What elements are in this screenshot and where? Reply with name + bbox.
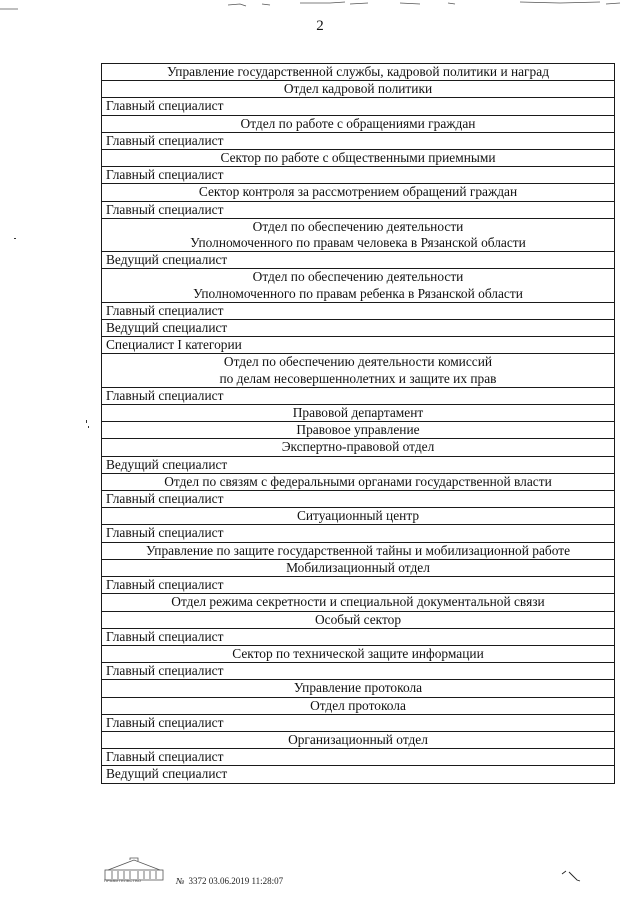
cell-text: Главный специалист (106, 525, 224, 541)
unit-name-cell (102, 611, 615, 628)
table-row (102, 663, 615, 680)
signature-mark (560, 866, 582, 882)
cell-text: Уполномоченного по правам человека в Рязанской области (190, 235, 526, 251)
cell-text: Главный специалист (106, 98, 224, 114)
position-cell (102, 525, 615, 542)
cell-text: Главный специалист (106, 577, 224, 593)
cell-text: Правовой департамент (292, 405, 424, 421)
cell-text: Главный специалист (106, 663, 224, 679)
table-row (102, 680, 615, 697)
unit-name-cell (102, 64, 615, 81)
cell-text: Организационный отдел (288, 731, 428, 747)
table-row (102, 269, 615, 302)
cell-text: по делам несовершеннолетних и защите их прав (219, 370, 497, 386)
cell-text: Отдел кадровой политики (283, 81, 433, 97)
unit-name-cell (102, 218, 615, 251)
cell-text: Отдел протокола (310, 697, 406, 713)
table-row (102, 439, 615, 456)
cell-text: Отдел режима секретности и специальной документальной связи (171, 594, 545, 610)
cell-text: Главный специалист (106, 628, 224, 644)
cell-text: Правовое управление (296, 422, 420, 438)
scan-noise-marks (0, 0, 640, 14)
cell-text: Главный специалист (106, 749, 224, 765)
cell-text: Особый сектор (314, 611, 402, 627)
table-row (102, 473, 615, 490)
registration-number-and-date: 3372 03.06.2019 11:28:07 (188, 876, 284, 886)
unit-name-cell (102, 405, 615, 422)
cell-text: Сектор контроля за рассмотрением обращений граждан (198, 184, 518, 200)
cell-text: Главный специалист (106, 714, 224, 730)
table-row (102, 422, 615, 439)
unit-name-cell (102, 542, 615, 559)
cell-text: Мобилизационный отдел (286, 559, 430, 575)
table-row (102, 749, 615, 766)
unit-name-cell (102, 150, 615, 167)
table-row (102, 714, 615, 731)
table-row (102, 98, 615, 115)
registration-info (176, 876, 283, 886)
position-cell (102, 320, 615, 337)
table-row (102, 302, 615, 319)
table-row (102, 559, 615, 576)
table-row (102, 184, 615, 201)
position-cell (102, 132, 615, 149)
cell-text: Главный специалист (106, 132, 224, 148)
stamp-label: ПРАВИТЕЛЬСТВО (104, 878, 142, 883)
unit-name-cell (102, 594, 615, 611)
unit-name-cell (102, 680, 615, 697)
cell-text: Главный специалист (106, 201, 224, 217)
cell-text: Главный специалист (106, 491, 224, 507)
cell-text: Специалист I категории (106, 337, 242, 353)
table-row (102, 628, 615, 645)
cell-text: Управление протокола (293, 680, 423, 696)
position-cell (102, 302, 615, 319)
unit-name-cell (102, 184, 615, 201)
table-row (102, 218, 615, 251)
table-row (102, 337, 615, 354)
table-row (102, 525, 615, 542)
table-row (102, 508, 615, 525)
page-number: 2 (316, 18, 324, 34)
unit-name-cell (102, 559, 615, 576)
position-cell (102, 337, 615, 354)
scan-margin-mark (86, 420, 87, 423)
table-row (102, 201, 615, 218)
cell-text: Главный специалист (106, 387, 224, 403)
cell-text: Отдел по обеспечению деятельности комиссий (223, 354, 493, 370)
unit-name-cell (102, 731, 615, 748)
cell-text: Главный специалист (106, 302, 224, 318)
position-cell (102, 201, 615, 218)
unit-name-cell (102, 354, 615, 387)
unit-name-cell (102, 115, 615, 132)
registration-number-sign: № (176, 876, 185, 886)
cell-text: Управление государственной службы, кадровой политики и наград (166, 64, 550, 79)
cell-text: Экспертно-правовой отдел (281, 439, 435, 455)
position-cell (102, 167, 615, 184)
table-row (102, 81, 615, 98)
table-row (102, 594, 615, 611)
table-row (102, 64, 615, 81)
cell-text: Ведущий специалист (106, 320, 228, 336)
table-row (102, 766, 615, 783)
table-row (102, 697, 615, 714)
table-row (102, 354, 615, 387)
cell-text: Ситуационный центр (296, 508, 420, 524)
table-row (102, 132, 615, 149)
position-cell (102, 766, 615, 783)
position-cell (102, 749, 615, 766)
cell-text: Управление по защите государственной тайны и мобилизационной работе (145, 542, 571, 558)
positions-table (101, 63, 615, 784)
unit-name-cell (102, 422, 615, 439)
scan-margin-mark (88, 426, 89, 428)
unit-name-cell (102, 269, 615, 302)
position-cell (102, 252, 615, 269)
table-row (102, 167, 615, 184)
unit-name-cell (102, 439, 615, 456)
cell-text: Главный специалист (106, 167, 224, 183)
table-row (102, 611, 615, 628)
table-row (102, 456, 615, 473)
unit-name-cell (102, 473, 615, 490)
cell-text: Отдел по обеспечению деятельности (252, 218, 464, 234)
position-cell (102, 714, 615, 731)
cell-text: Ведущий специалист (106, 456, 228, 472)
position-cell (102, 577, 615, 594)
table-row (102, 387, 615, 404)
position-cell (102, 628, 615, 645)
table-row (102, 577, 615, 594)
table-row (102, 491, 615, 508)
scan-margin-mark (14, 238, 16, 239)
position-cell (102, 98, 615, 115)
table-row (102, 405, 615, 422)
table-row (102, 252, 615, 269)
position-cell (102, 456, 615, 473)
position-cell (102, 663, 615, 680)
table-row (102, 731, 615, 748)
position-cell (102, 387, 615, 404)
cell-text: Уполномоченного по правам ребенка в Рязанской области (193, 285, 523, 301)
cell-text: Ведущий специалист (106, 766, 228, 782)
table-row (102, 645, 615, 662)
table-row (102, 115, 615, 132)
unit-name-cell (102, 697, 615, 714)
unit-name-cell (102, 508, 615, 525)
cell-text: Отдел по связям с федеральными органами государственной власти (164, 473, 552, 489)
cell-text: Ведущий специалист (106, 252, 228, 268)
cell-text: Отдел по обеспечению деятельности (252, 269, 464, 285)
unit-name-cell (102, 645, 615, 662)
table-row (102, 542, 615, 559)
cell-text: Сектор по технической защите информации (232, 645, 484, 661)
cell-text: Отдел по работе с обращениями граждан (240, 115, 476, 131)
table-row (102, 150, 615, 167)
table-row (102, 320, 615, 337)
cell-text: Сектор по работе с общественными приемными (220, 150, 496, 166)
position-cell (102, 491, 615, 508)
unit-name-cell (102, 81, 615, 98)
